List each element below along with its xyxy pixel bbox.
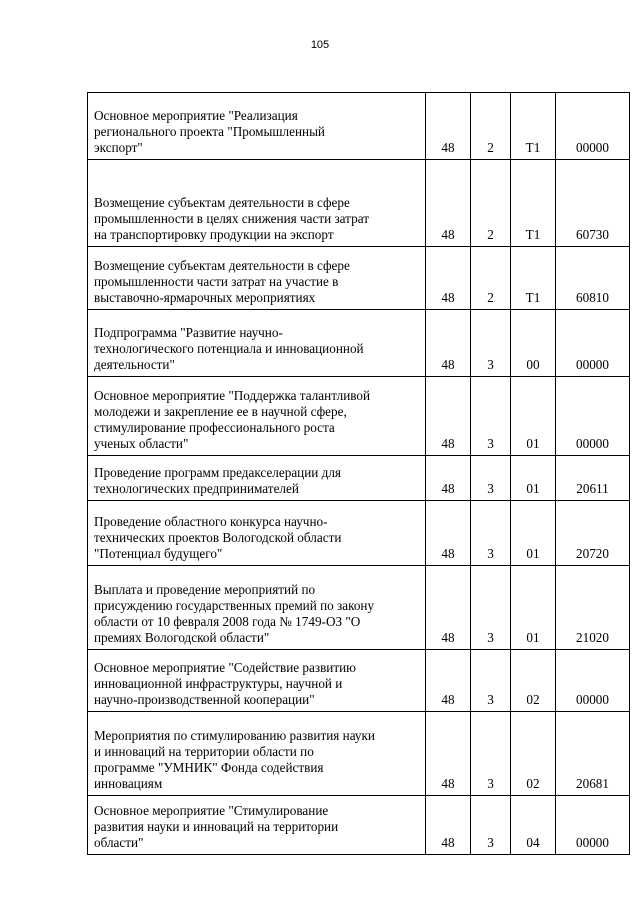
code-col-1: 48 <box>426 796 471 855</box>
code-col-4: 60810 <box>556 247 630 310</box>
row-name-line: Основное мероприятие "Стимулирование <box>94 803 329 818</box>
table-row <box>88 566 630 650</box>
code-col-2: 3 <box>471 310 511 377</box>
code-col-4: 20681 <box>556 712 630 796</box>
row-name-line: технологических предпринимателей <box>94 481 299 496</box>
code-col-4: 20720 <box>556 501 630 566</box>
code-col-4: 00000 <box>556 93 630 160</box>
row-name <box>88 160 426 247</box>
row-name-line: технологического потенциала и инновационной <box>94 341 364 356</box>
code-col-3: Т1 <box>511 247 556 310</box>
table-row <box>88 377 630 456</box>
code-col-1: 48 <box>426 712 471 796</box>
row-name <box>88 310 426 377</box>
row-name-line: и инноваций на территории области по <box>94 744 314 759</box>
code-col-4: 00000 <box>556 650 630 712</box>
row-name-line: Возмещение субъектам деятельности в сфере <box>94 195 350 210</box>
code-col-1: 48 <box>426 93 471 160</box>
code-col-2: 2 <box>471 93 511 160</box>
code-col-3: 04 <box>511 796 556 855</box>
row-name-line: экспорт" <box>94 140 143 155</box>
row-name <box>88 712 426 796</box>
code-col-3: 00 <box>511 310 556 377</box>
row-name <box>88 650 426 712</box>
code-col-4: 00000 <box>556 377 630 456</box>
code-col-3: Т1 <box>511 93 556 160</box>
code-col-2: 3 <box>471 650 511 712</box>
row-name-line: программе "УМНИК" Фонда содействия <box>94 760 324 775</box>
row-name-line: Основное мероприятие "Реализация <box>94 108 298 123</box>
row-name <box>88 456 426 501</box>
code-col-3: 01 <box>511 456 556 501</box>
row-name <box>88 377 426 456</box>
row-name-line: Мероприятия по стимулированию развития науки <box>94 728 375 743</box>
row-name-line: промышленности в целях снижения части затрат <box>94 211 369 226</box>
row-name-line: стимулирование профессионального роста <box>94 420 335 435</box>
code-col-4: 20611 <box>556 456 630 501</box>
code-col-2: 3 <box>471 796 511 855</box>
code-col-1: 48 <box>426 650 471 712</box>
row-name-line: инновациям <box>94 776 163 791</box>
row-name-line: Проведение областного конкурса научно- <box>94 514 328 529</box>
code-col-3: 01 <box>511 377 556 456</box>
code-col-1: 48 <box>426 456 471 501</box>
page-number: 105 <box>310 39 330 51</box>
row-name-line: ученых области" <box>94 436 189 451</box>
row-name-line: премиях Вологодской области" <box>94 630 270 645</box>
row-name-line: Подпрограмма "Развитие научно- <box>94 325 283 340</box>
row-name-line: выставочно-ярмарочных мероприятиях <box>94 290 316 305</box>
row-name <box>88 796 426 855</box>
code-col-2: 3 <box>471 566 511 650</box>
code-col-3: 01 <box>511 566 556 650</box>
row-name <box>88 566 426 650</box>
row-name-line: промышленности части затрат на участие в <box>94 274 339 289</box>
code-col-2: 2 <box>471 247 511 310</box>
row-name <box>88 247 426 310</box>
code-col-1: 48 <box>426 566 471 650</box>
row-name-line: Проведение программ предакселерации для <box>94 465 342 480</box>
row-name <box>88 93 426 160</box>
code-col-4: 00000 <box>556 310 630 377</box>
code-col-4: 21020 <box>556 566 630 650</box>
code-col-3: 01 <box>511 501 556 566</box>
code-col-1: 48 <box>426 501 471 566</box>
table-row <box>88 456 630 501</box>
table-row <box>88 712 630 796</box>
row-name-line: инновационной инфраструктуры, научной и <box>94 676 343 691</box>
row-name-line: Основное мероприятие "Содействие развитию <box>94 660 357 675</box>
row-name-line: присуждению государственных премий по закону <box>94 598 375 613</box>
code-col-2: 3 <box>471 712 511 796</box>
code-col-4: 00000 <box>556 796 630 855</box>
code-col-3: Т1 <box>511 160 556 247</box>
table-row <box>88 501 630 566</box>
row-name-line: молодежи и закрепление ее в научной сфере, <box>94 404 347 419</box>
row-name-line: регионального проекта "Промышленный <box>94 124 325 139</box>
row-name-line: области" <box>94 835 144 850</box>
row-name-line: технических проектов Вологодской области <box>94 530 342 545</box>
row-name-line: "Потенциал будущего" <box>94 546 223 561</box>
row-name <box>88 501 426 566</box>
row-name-line: развития науки и инноваций на территории <box>94 819 339 834</box>
code-col-1: 48 <box>426 247 471 310</box>
table-row <box>88 93 630 160</box>
table-row <box>88 650 630 712</box>
row-name-line: области от 10 февраля 2008 года № 1749-ОЗ "О <box>94 614 361 629</box>
code-col-1: 48 <box>426 310 471 377</box>
row-name-line: Выплата и проведение мероприятий по <box>94 582 316 597</box>
table-row <box>88 310 630 377</box>
code-col-4: 60730 <box>556 160 630 247</box>
table-row <box>88 247 630 310</box>
code-col-2: 3 <box>471 377 511 456</box>
table-row <box>88 796 630 855</box>
code-col-1: 48 <box>426 160 471 247</box>
row-name-line: Возмещение субъектам деятельности в сфере <box>94 258 350 273</box>
code-col-2: 3 <box>471 501 511 566</box>
row-name-line: деятельности" <box>94 357 175 372</box>
code-col-1: 48 <box>426 377 471 456</box>
table-row <box>88 160 630 247</box>
code-col-3: 02 <box>511 712 556 796</box>
row-name-line: научно-производственной кооперации" <box>94 692 315 707</box>
row-name-line: на транспортировку продукции на экспорт <box>94 227 334 242</box>
budget-classification-table <box>87 92 630 855</box>
row-name-line: Основное мероприятие "Поддержка талантливой <box>94 388 371 403</box>
code-col-2: 2 <box>471 160 511 247</box>
code-col-2: 3 <box>471 456 511 501</box>
code-col-3: 02 <box>511 650 556 712</box>
